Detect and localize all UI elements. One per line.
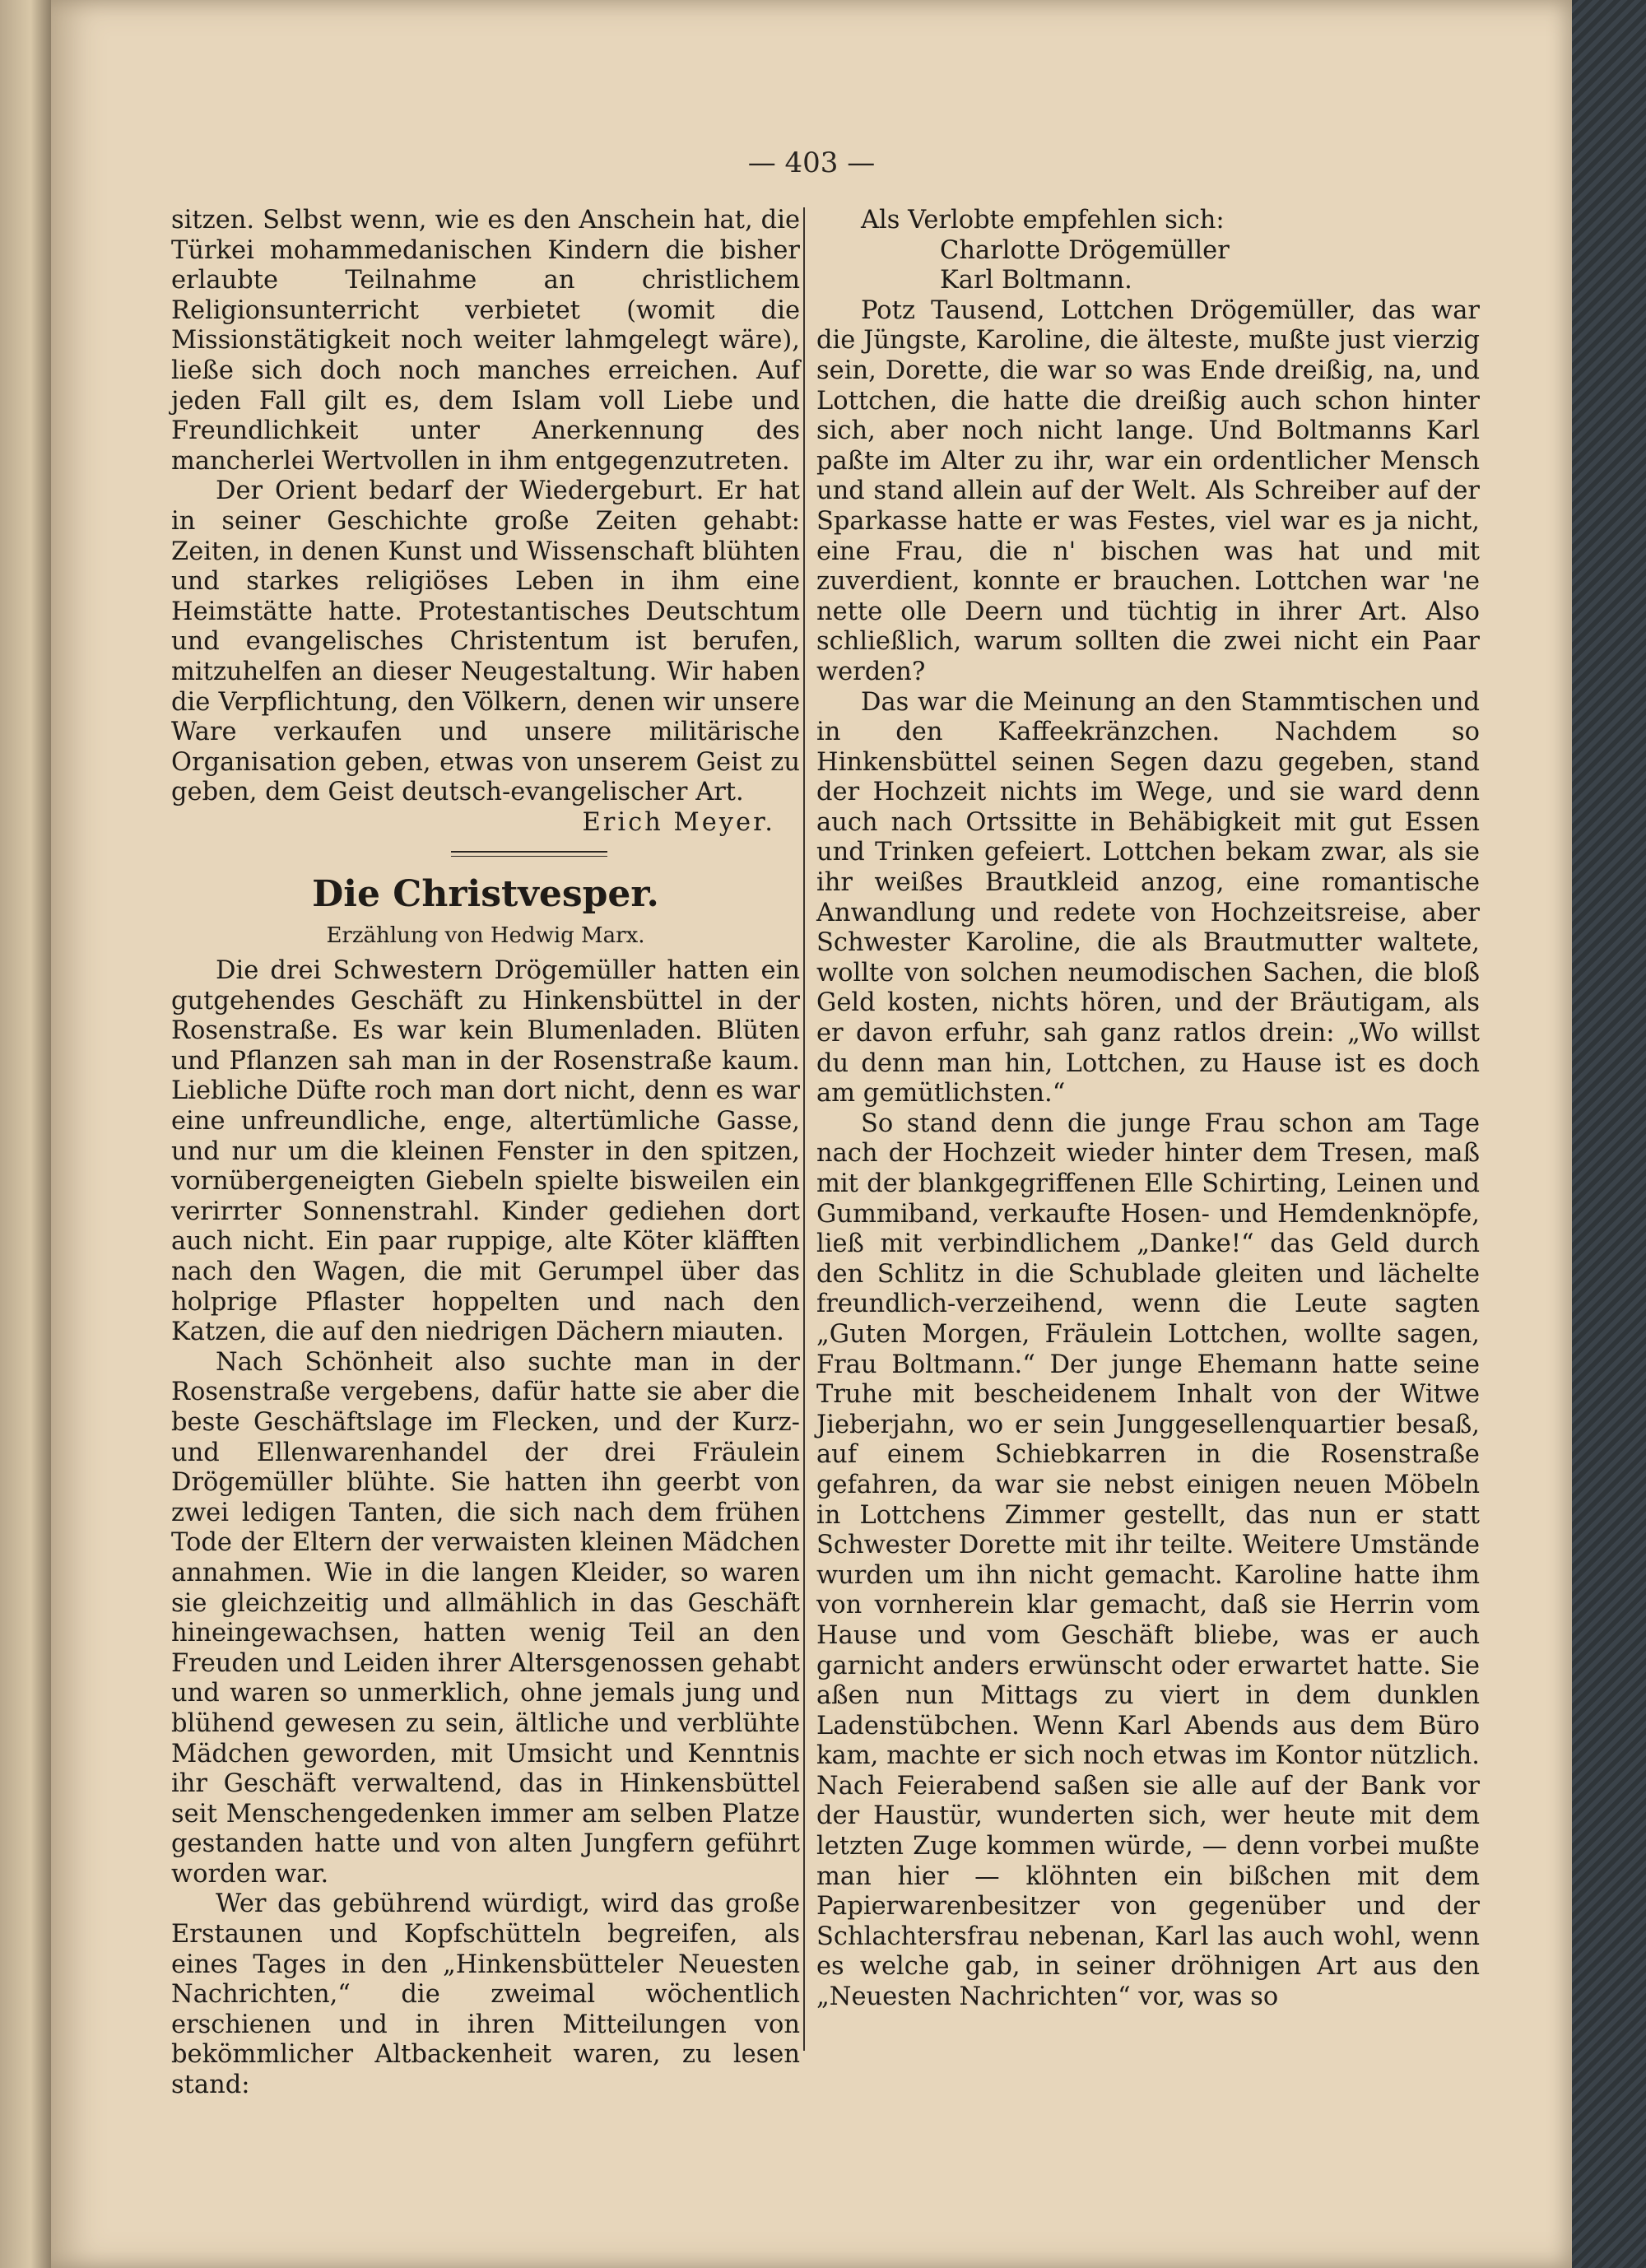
right-column: [816, 206, 1480, 2013]
story-title: Die Christvesper.: [312, 873, 659, 916]
section-divider: [451, 851, 607, 857]
facing-page-edge: [0, 0, 51, 2268]
story-paragraph: So stand denn die junge Frau schon am Tage nach der Hochzeit wieder hinter dem Tresen, maß mit der blankgegriffenen Elle Schirting, Leinen und Gummiband, verkaufte Hosen- und Hemdenknöpfe, ließ mit verbindlichem „Danke!“ das Geld durch den Schlitz in die Schublade gleiten und lächelte freundlich-verzeihend, wenn die Leute sagten „Guten Morgen, Fräulein Lottchen, wollte sagen, Frau Boltmann.“ Der junge Ehemann hatte seine Truhe mit bescheidenem Inhalt von der Witwe Jieberjahn, wo er sein Junggesellenquartier besaß, auf einem Schiebkarren in die Rosenstraße gefahren, da war sie nebst einigen neuen Möbeln in Lottchens Zimmer gestellt, das nun er statt Schwester Dorette mit ihr teilte. Weitere Umstände wurden um ihn nicht gemacht. Karoline hatte ihm von vornherein klar gemacht, daß sie Herrin vom Hause und vom Geschäft bliebe, was er auch garnicht anders erwünscht oder erwartet hatte. Sie aßen nun Mittags zu viert in dem dunklen Ladenstübchen. Wenn Karl Abends aus dem Büro kam, machte er sich noch etwas im Kontor nützlich. Nach Feierabend saßen sie alle auf der Bank vor der Haustür, wunderten sich, wer heute mit dem letzten Zuge kommen würde, — denn vorbei mußte man hier — klöhnten ein bißchen mit dem Papierwarenbesitzer von gegenüber und der Schlachtersfrau nebenan, Karl las auch wohl, wenn es welche gab, in seiner dröhnigen Art aus den „Neuesten Nachrichten“ vor, was so: [816, 1108, 1480, 2012]
story-paragraph: Das war die Meinung an den Stammtischen und in den Kaffeekränzchen. Nachdem so Hinkensbüttel seinen Segen dazu gegeben, stand der Hochzeit nichts im Wege, und sie ward denn auch nach Ortssitte in Behäbigkeit mit gut Essen und Trinken gefeiert. Lottchen bekam zwar, als sie ihr weißes Brautkleid anzog, eine romantische Anwandlung und redete von Hochzeitsreise, aber Schwester Karoline, die als Brautmutter waltete, wollte von solchen neumodischen Sachen, die bloß Geld kosten, nichts hören, und der Bräutigam, als er davon erfuhr, sah ganz ratlos drein: „Wo willst du denn man hin, Lottchen, zu Hause ist es doch am gemütlichsten.“: [816, 687, 1480, 1108]
engagement-heading: Als Verlobte empfehlen sich:: [861, 206, 1225, 235]
page-number: — 403 —: [747, 146, 876, 179]
book-page: [51, 0, 1572, 2268]
article-paragraph: sitzen. Selbst wenn, wie es den Anschein hat, die Türkei mohammedanischen Kindern die bisher erlaubte Teilnahme an christlichem Religionsunterricht verbietet (womit die Missionstätigkeit noch weiter lahmgelegt wäre), ließe sich doch noch manches erreichen. Auf jeden Fall gilt es, dem Islam voll Liebe und Freundlichkeit unter Anerkennung des mancherlei Wertvollen in ihm entgegenzutreten.: [171, 206, 800, 476]
book-cover-edge: [1572, 0, 1646, 2268]
story-paragraph: Potz Tausend, Lottchen Drögemüller, das war die Jüngste, Karoline, die älteste, mußte just vierzig sein, Dorette, die war so was Ende dreißig, na, und Lottchen, die hatte die dreißig auch schon hinter sich, aber noch nicht lange. Und Boltmanns Karl paßte im Alter zu ihr, war ein ordentlicher Mensch und stand allein auf der Welt. Als Schreiber auf der Sparkasse hatte er was Festes, viel war es ja nicht, eine Frau, die n' bischen was hat und mit zuverdient, konnte er brauchen. Lottchen war 'ne nette olle Deern und tüchtig in ihrer Art. Also schließlich, warum sollten die zwei nicht ein Paar werden?: [816, 295, 1480, 686]
engagement-notice: [816, 206, 1480, 296]
engagement-name: Charlotte Drögemüller: [940, 235, 1230, 265]
story-paragraph: Nach Schönheit also suchte man in der Rosenstraße vergebens, dafür hatte sie aber die beste Geschäftslage im Flecken, und der Kurz- und Ellenwarenhandel der drei Fräulein Drögemüller blühte. Sie hatten ihn geerbt von zwei ledigen Tanten, die sich nach dem frühen Tode der Eltern der verwaisten kleinen Mädchen annahmen. Wie in die langen Kleider, so waren sie gleichzeitig und allmählich in das Geschäft hineingewachsen, hatten wenig Teil an den Freuden und Leiden ihrer Altersgenossen gehabt und waren so unmerklich, ohne jemals jung und blühend gewesen zu sein, ältliche und verblühte Mädchen geworden, mit Umsicht und Kenntnis ihr Geschäft verwaltend, das in Hinkensbüttel seit Menschengedenken immer am selben Platze gestanden hatte und von alten Jungfern geführt worden war.: [171, 1347, 800, 1889]
column-divider: [803, 207, 805, 2051]
article-paragraph: Der Orient bedarf der Wiedergeburt. Er hat in seiner Geschichte große Zeiten gehabt: Zeiten, in denen Kunst und Wissenschaft blühten und starkes religiöses Leben in ihm eine Heimstätte hatte. Protestantisches Deutschtum und evangelisches Christentum ist berufen, mitzuhelfen an dieser Neugestaltung. Wir haben die Verpflichtung, den Völkern, denen wir unsere Ware verkaufen und unsere militärische Organisation geben, etwas von unserem Geist zu geben, dem Geist deutsch-evangelischer Art.: [171, 476, 800, 807]
story-paragraph: Wer das gebührend würdigt, wird das große Erstaunen und Kopfschütteln begreifen, als eines Tages in den „Hinkensbütteler Neuesten Nachrichten,“ die zweimal wöchentlich erschienen und in ihren Mitteilungen von bekömmlicher Altbackenheit waren, zu lesen stand:: [171, 1889, 800, 2100]
engagement-name: Karl Boltmann.: [940, 266, 1132, 295]
left-column: [171, 206, 800, 2101]
story-byline: Erzählung von Hedwig Marx.: [326, 923, 645, 949]
article-author: Erich Meyer.: [582, 807, 775, 837]
story-paragraph: Die drei Schwestern Drögemüller hatten ein gutgehendes Geschäft zu Hinkensbüttel in der Rosenstraße. Es war kein Blumenladen. Blüten und Pflanzen sah man in der Rosenstraße kaum. Liebliche Düfte roch man dort nicht, denn es war eine unfreundliche, enge, altertümliche Gasse, und nur um die kleinen Fenster in den spitzen, vornübergeneigten Giebeln spielte bisweilen ein verirrter Sonnenstrahl. Kinder gediehen dort auch nicht. Ein paar ruppige, alte Köter kläfften nach den Wagen, die mit Gerumpel über das holprige Pflaster hoppelten und nach den Katzen, die auf den niedrigen Dächern miauten.: [171, 956, 800, 1347]
